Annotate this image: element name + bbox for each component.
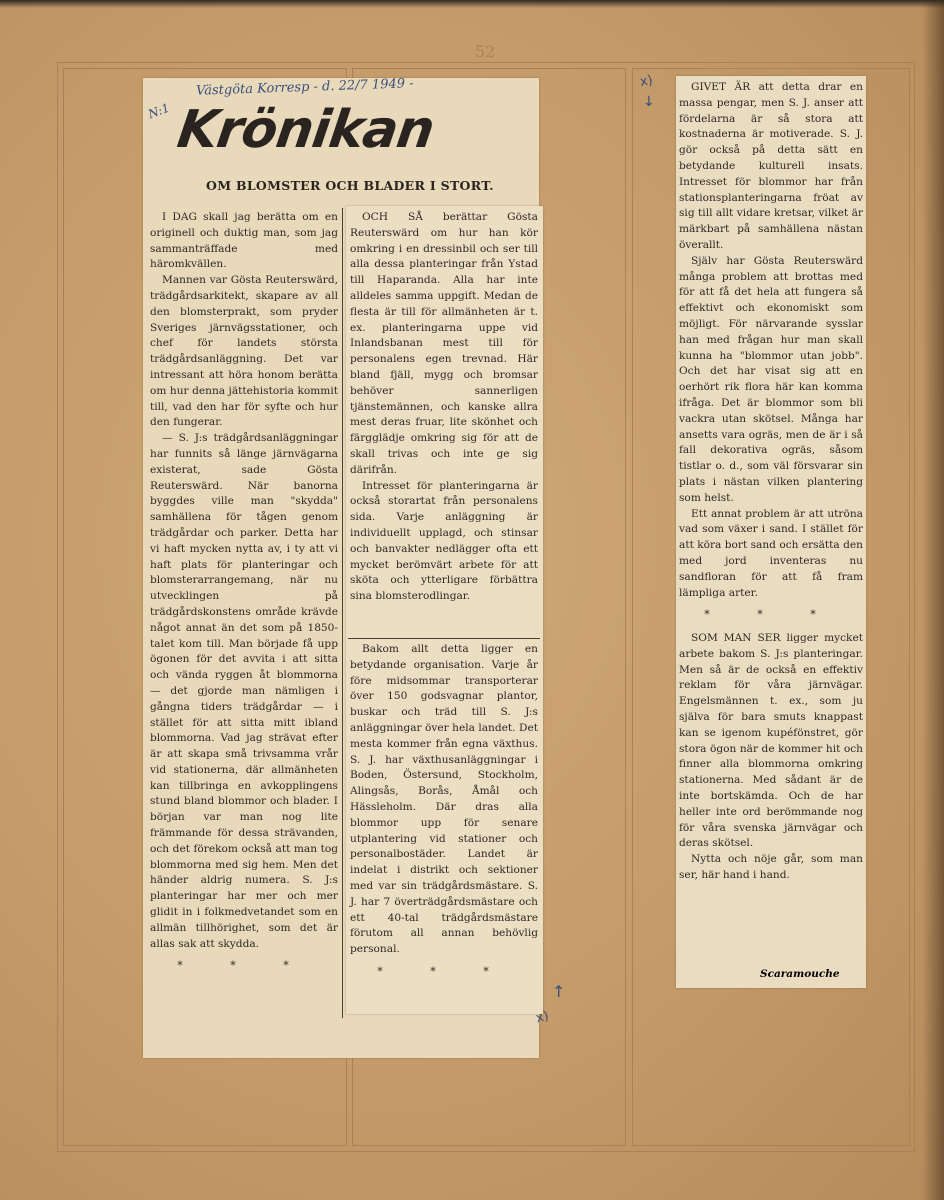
page-number: 52 <box>474 42 496 61</box>
col3-paragraph-5: Nytta och nöje går, som man ser, här hand i hand. <box>679 853 863 882</box>
handwritten-marker-top: x) <box>638 73 654 90</box>
article-column-3 <box>679 80 863 884</box>
page-top-shadow <box>0 0 944 8</box>
article-column-2-top <box>350 210 538 605</box>
byline-signature: Scaramouche <box>760 968 840 980</box>
arrow-down-icon: ↓ <box>643 94 655 110</box>
masthead: Krönikan <box>173 100 438 160</box>
col3-paragraph-2: Själv har Gösta Reuterswärd många problem att brottas med för att få det hela att fungera så effektivt och ekonomiskt som möjligt. För närvarande sysslar han med frågan hur man skall kunna ha "blommor utan jobb". Och det har visat sig att en oerhört rik flora här kan komma ifråga. Det är blommor som bli vackra utan skötsel. Många har ansetts vara ogräs, men de är i så fall dekorativa ogräs, såsom tistlar o. d., som väl försvarar sin plats i nästan vilken plantering som helst. <box>679 254 863 504</box>
column-rule <box>342 208 343 1018</box>
page-binding-shadow <box>922 0 944 1200</box>
col1-section-stars: * * * <box>177 959 311 973</box>
col1-paragraph-3: — S. J:s trädgårdsanläggningar har funnits så länge järnvägarna existerat, sade Gösta Reuterswärd. När banorna byggdes ville man "skydda" samhällena för tågen genom trädgårdar och parker. Detta har vi haft mycken nytta av, i ty att vi haft plats för planteringar och blomsterarrangemang, när nu utvecklingen på trädgårdskonstens område krävde något annat än det som på 1850-talet kom till. Man började få upp ögonen för det avvita i att sitta och vända ryggen åt blommorna — det gjorde man nämligen i gångna tiders trädgårdar — i stället för att sitta mitt ibland blommorna. Vad jag strävat efter är att skapa små trivsamma vrår vid stationerna, där allmänheten kan tillbringa en avkopplingens stund bland blommor och blader. I början var man nog lite främmande för dessa strävanden, och det förekom också att man tog blommorna med sig hem. Men det händer aldrig numera. S. J:s planteringar har mer och mer glidit in i folkmedvetandet som en allmän tillhörighet, som det är allas sak att skydda. <box>150 432 338 950</box>
col1-paragraph-2: Mannen var Gösta Reuterswärd, trädgårdsarkitekt, skapare av all den blomsterprakt, som pryder Sveriges järnvägsstationer, och chef för landets största trädgårdsanläggning. Det var intressant att höra honom berätta om hur denna jättehistoria kommit till, vad den har för syfte och hur den fungerar. <box>150 274 338 429</box>
col3-paragraph-4: SOM MAN SER ligger mycket arbete bakom S. J:s planteringar. Men så är de också en effektiv reklam för våra järnvägar. Engelsmännen t. ex., som ju själva för bara smuts knappast kan se igenom kupéfönstret, gör stora ögon när de kommer hit och finner alla blommorna omkring stationerna. Med sådant är de inte bortskämda. Och de har heller inte ord berömmande nog för våra svenska järnvägar och deras skötsel. <box>679 632 863 850</box>
handwritten-source-note: Västgöta Korresp - d. 22/7 1949 - <box>195 76 414 99</box>
arrow-up-icon: ↑ <box>552 982 566 1001</box>
col2-section-stars: * * * <box>377 964 511 978</box>
col2-paragraph-1: OCH SÅ berättar Gösta Reuterswärd om hur han kör omkring i en dressinbil och ser till alla dessa planteringar från Ystad till Haparanda. Alla har inte alldeles samma uppgift. Medan de flesta är till för allmänheten är t. ex. planteringarna uppe vid Inlandsbanan mest till för personalens egen trevnad. Här bland fjäll, mygg och bromsar behöver sannerligen tjänstemännen, och kanske allra mest deras fruar, lite skönhet och färgglädje omkring sig för att de skall trivas och inte ge sig därifrån. <box>350 211 538 476</box>
col3-paragraph-3: Ett annat problem är att utröna vad som växer i sand. I stället för att köra bort sand och ersätta den med jord inventeras nu sandfloran för att få fram lämpliga arter. <box>679 507 863 599</box>
headline: OM BLOMSTER OCH BLADER I STORT. <box>206 178 494 193</box>
column-2-divider <box>348 638 540 639</box>
article-column-1 <box>150 210 338 974</box>
col3-section-stars: * * * <box>704 608 838 622</box>
handwritten-marker-bottom: x) <box>534 1008 551 1027</box>
col2-paragraph-2: Intresset för planteringarna är också storartat från personalens sida. Varje anläggning är individuellt upplagd, och stinsar och banvakter nedlägger ofta ett mycket berömvärt arbete för att sköta och ytterligare förbättra sina blomsterodlingar. <box>350 479 538 603</box>
col3-paragraph-1: GIVET ÄR att detta drar en massa pengar, men S. J. anser att fördelarna är så stora att kostnaderna är motiverade. S. J. gör också på detta sätt en betydande kulturell insats. Intresset för blommor har från stationsplanteringarna fröat av sig till allt vidare kretsar, vilket är märkbart på samhällena nästan överallt. <box>679 81 863 251</box>
col2-paragraph-3: Bakom allt detta ligger en betydande organisation. Varje år före midsommar transporterar över 150 godsvagnar plantor, buskar och träd till S. J:s anläggningar över hela landet. Det mesta kommer från egna växthus. S. J. har växthusanläggningar i Boden, Östersund, Stockholm, Alingsås, Borås, Åmål och Hässleholm. Där dras alla blommor upp för senare utplantering vid stationer och personalbostäder. Landet är indelat i distrikt och sektioner med var sin trädgårdsmästare. S. J. har 7 överträdgårdsmästare och ett 40-tal trädgårdsmästare förutom all annan behövlig personal. <box>350 643 538 956</box>
article-column-2-bottom <box>350 642 538 980</box>
handwritten-number-note: N:1 <box>146 100 172 122</box>
col1-paragraph-1: I DAG skall jag berätta om en originell och duktig man, som jag sammanträffade med häromkvällen. <box>150 211 338 271</box>
